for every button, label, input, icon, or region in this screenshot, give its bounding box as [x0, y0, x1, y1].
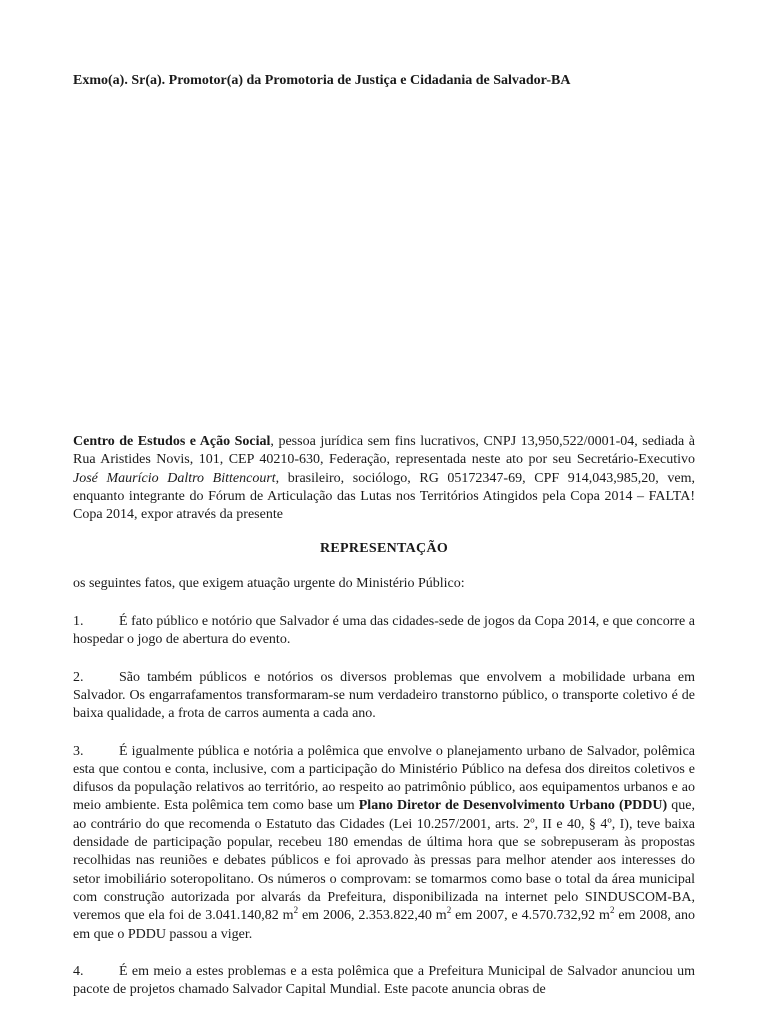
org-name: Centro de Estudos e Ação Social: [73, 434, 271, 449]
item-paragraph-2: [73, 669, 695, 724]
item-number: 1.: [73, 614, 84, 630]
item-number: 2.: [73, 669, 84, 685]
lead-sentence: os seguintes fatos, que exigem atuação urgente do Ministério Público:: [73, 575, 465, 591]
intro-text-2: , brasileiro, sociólogo, RG 05172347-69, CPF 914,043,985,20, vem, enquanto integrante do Fórum de Articulação das Lutas nos Territórios Atingidos pela Copa 2014 – FALTA! Copa 2014, expor através da presente: [73, 470, 695, 523]
document-heading: REPRESENTAÇÃO: [319, 541, 449, 557]
pddu-term: Plano Diretor de Desenvolvimento Urbano (PDDU): [358, 798, 668, 814]
document-body: [73, 433, 695, 1018]
item-text: É em meio a estes problemas e a esta polêmica que a Prefeitura Municipal de Salvador anunciou um pacote de projetos chamado Salvador Capital Mundial. Este pacote anuncia obras de: [73, 963, 695, 998]
item-number: 3.: [73, 743, 84, 759]
item-number: 4.: [73, 963, 84, 979]
superscript: 2: [446, 905, 452, 916]
addressee-line: Exmo(a). Sr(a). Promotor(a) da Promotoria de Justiça e Cidadania de Salvador-BA: [73, 73, 571, 88]
item-text: São também públicos e notórios os diversos problemas que envolvem a mobilidade urbana em Salvador. Os engarrafamentos transformaram-se num verdadeiro transtorno público, o transporte coletivo é de baixa qualidade, a frota de carros aumenta a cada ano.: [73, 669, 695, 722]
item-text: É igualmente pública e notória a polêmica que envolve o planejamento urbano de Salvador, polêmica esta que contou e conta, inclusive, com a participação do Ministério Público na defesa dos direitos coletivos e difusos da população relativos ao território, ao respeito ao patrimônio público, aos equipamentos urbanos e ao meio ambiente. Esta polêmica tem como base um: [73, 743, 695, 814]
item-text: em 2007, e 4.570.732,92 m: [451, 908, 610, 924]
item-text: que, ao contrário do que recomenda o Estatuto das Cidades (Lei 10.257/2001, arts. 2º, II e 40, § 4º, I), teve baixa densidade de participação popular, recebeu 180 emendas de última hora que se sobrepuseram às propostas recolhidas nas reuniões e debates públicos e foi aprovado às pressas para melhor atender aos interesses do setor imobiliário soteropolitano. Os números o comprovam: se tomarmos como base o total da área municipal com construção autorizada por alvarás da Prefeitura, disponibilizada na internet pelo SINDUSCOM-BA, veremos que ela foi de 3.041.140,82 m: [73, 798, 695, 924]
item-text: É fato público e notório que Salvador é uma das cidades-sede de jogos da Copa 2014, e que concorre a hospedar o jogo de abertura do evento.: [73, 614, 695, 648]
item-paragraph-3: [73, 743, 695, 944]
item-paragraph-4: [73, 963, 695, 1000]
intro-paragraph: [73, 433, 695, 524]
item-paragraph-1: [73, 613, 695, 650]
superscript: 2: [609, 905, 615, 916]
representative-name: José Maurício Daltro Bittencourt: [73, 470, 276, 486]
superscript: 2: [293, 905, 299, 916]
item-text: em 2006, 2.353.822,40 m: [298, 908, 447, 924]
intro-text-1: , pessoa jurídica sem fins lucrativos, CNPJ 13,950,522/0001-04, sediada à Rua Aristides Novis, 101, CEP 40210-630, Federação, representada neste ato por seu Secretário-Executivo: [73, 434, 695, 468]
item-text: em 2008, ano em que o PDDU passou a viger.: [73, 908, 695, 942]
